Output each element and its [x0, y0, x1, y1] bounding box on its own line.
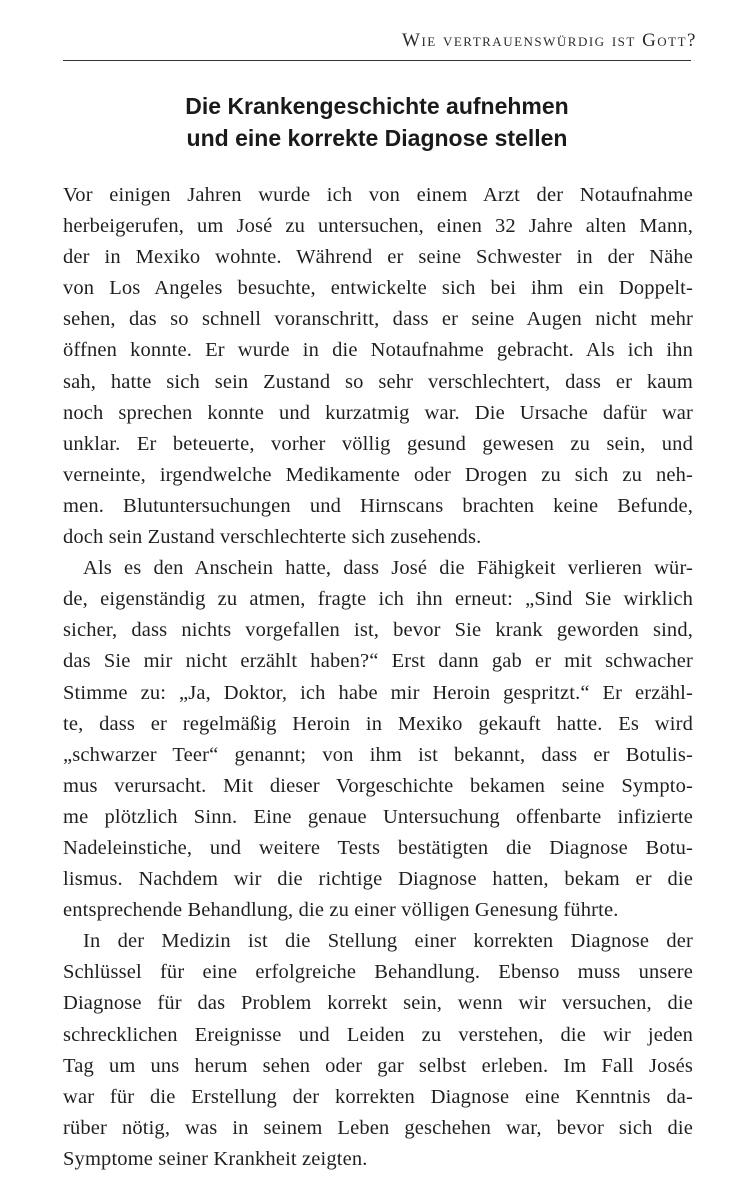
text-line: „schwarzer Teer“ genannt; von ihm ist bekannt, dass er Botulis-: [63, 743, 693, 766]
section-heading: [63, 90, 691, 154]
text-line: sicher, dass nichts vorgefallen ist, bevor Sie krank geworden sind,: [63, 619, 693, 642]
text-line: sah, hatte sich sein Zustand so sehr verschlechtert, dass er kaum: [63, 370, 693, 393]
text-line: war für die Erstellung der korrekten Diagnose eine Kenntnis da-: [63, 1085, 693, 1108]
text-line: Schlüssel für eine erfolgreiche Behandlung. Ebenso muss unsere: [63, 961, 693, 984]
text-line: entsprechende Behandlung, die zu einer völligen Genesung führte.: [63, 899, 619, 922]
running-head: Wie vertrauenswürdig ist Gott?: [402, 30, 697, 51]
text-line: men. Blutuntersuchungen und Hirnscans brachten keine Befunde,: [63, 494, 693, 517]
section-heading-line-1: Die Krankengeschichte aufnehmen: [185, 93, 569, 119]
text-line: In der Medizin ist die Stellung einer korrekten Diagnose der: [83, 930, 693, 953]
text-line: lismus. Nachdem wir die richtige Diagnose hatten, bekam er die: [63, 868, 693, 891]
text-line: öffnen konnte. Er wurde in die Notaufnahme gebracht. Als ich ihn: [63, 339, 693, 362]
paragraph: [63, 180, 693, 553]
body-text: [63, 180, 693, 1175]
text-line: der in Mexiko wohnte. Während er seine Schwester in der Nähe: [63, 246, 693, 269]
text-line: unklar. Er beteuerte, vorher völlig gesund gewesen zu sein, und: [63, 432, 693, 455]
text-line: mus verursacht. Mit dieser Vorgeschichte bekamen seine Sympto-: [63, 774, 693, 797]
text-line: de, eigenständig zu atmen, fragte ich ihn erneut: „Sind Sie wirklich: [63, 588, 693, 611]
text-line: Vor einigen Jahren wurde ich von einem Arzt der Notaufnahme: [63, 184, 693, 206]
text-line: Stimme zu: „Ja, Doktor, ich habe mir Heroin gespritzt.“ Er erzähl-: [63, 681, 693, 704]
paragraph: [63, 553, 693, 926]
text-line: das Sie mir nicht erzählt haben?“ Erst dann gab er mit schwacher: [63, 650, 693, 673]
text-line: rüber nötig, was in seinem Leben geschehen war, bevor sich die: [63, 1116, 693, 1139]
text-line: verneinte, irgendwelche Medikamente oder Drogen zu sich zu neh-: [63, 463, 693, 486]
text-line: te, dass er regelmäßig Heroin in Mexiko gekauft hatte. Es wird: [63, 712, 693, 735]
text-line: Tag um uns herum sehen oder gar selbst erleben. Im Fall Josés: [63, 1054, 693, 1077]
text-line: Nadeleinstiche, und weitere Tests bestätigten die Diagnose Botu-: [63, 836, 693, 859]
header-rule: [63, 60, 691, 61]
paragraph: [63, 926, 693, 1175]
text-line: schrecklichen Ereignisse und Leiden zu verstehen, die wir jeden: [63, 1023, 693, 1046]
text-line: Symptome seiner Krankheit zeigten.: [63, 1147, 368, 1170]
text-line: von Los Angeles besuchte, entwickelte sich bei ihm ein Doppelt-: [63, 277, 693, 300]
text-line: doch sein Zustand verschlechterte sich zusehends.: [63, 526, 482, 549]
text-line: sehen, das so schnell voranschritt, dass er seine Augen nicht mehr: [63, 308, 693, 331]
text-line: Als es den Anschein hatte, dass José die Fähigkeit verlieren wür-: [83, 557, 693, 580]
text-line: me plötzlich Sinn. Eine genaue Untersuchung offenbarte infizierte: [63, 805, 693, 828]
text-line: noch sprechen konnte und kurzatmig war. Die Ursache dafür war: [63, 401, 693, 424]
section-heading-line-2: und eine korrekte Diagnose stellen: [186, 125, 568, 151]
text-line: herbeigerufen, um José zu untersuchen, einen 32 Jahre alten Mann,: [63, 215, 693, 238]
text-line: Diagnose für das Problem korrekt sein, wenn wir versuchen, die: [63, 992, 693, 1015]
